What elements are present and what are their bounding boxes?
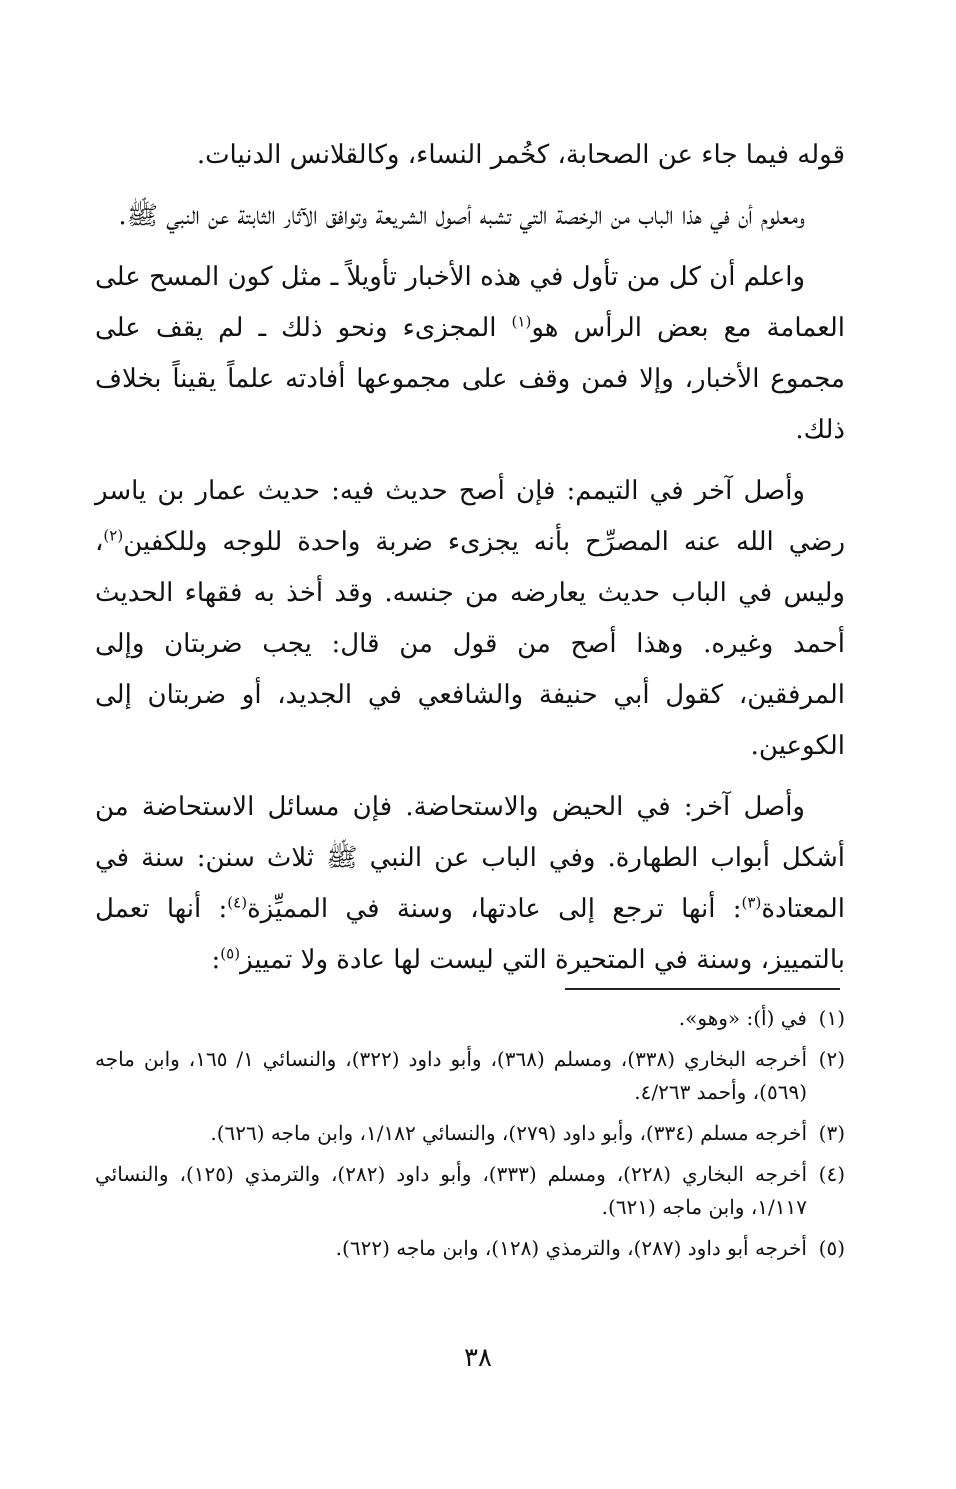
page-number: ٣٨: [464, 1343, 492, 1373]
footnote-number: (٤): [818, 1162, 845, 1186]
paragraph-3-text-a: واعلم أن كل من تأول في هذه الأخبار تأويلاً ـ مثل كون المسح على العمامة مع بعض الرأس هو: [95, 262, 846, 343]
paragraph-5-text-a: وأصل آخر: في الحيض والاستحاضة. فإن مسائل الاستحاضة من أشكل أبواب الطهارة. وفي الباب عن النبي ﷺ ثلاث سنن: سنة في المعتادة: [95, 792, 846, 924]
footnote-number: (٥): [818, 1236, 845, 1260]
paragraph-5: [95, 782, 845, 986]
footnote-text: أخرجه البخاري (٣٣٨)، ومسلم (٣٦٨)، وأبو داود (٣٢٢)، والنسائي ١/ ١٦٥، وابن ماجه (٥٦٩)، وأحمد ٤/٢٦٣.: [95, 1047, 808, 1104]
main-text: [95, 130, 845, 996]
footnote-item: [95, 1158, 845, 1224]
footnote-number: (٢): [818, 1047, 845, 1071]
paragraph-4: [95, 466, 845, 772]
paragraph-1-text: قوله فيما جاء عن الصحابة، كخُمر النساء، وكالقلانس الدنيات.: [196, 140, 845, 170]
footnote-number: (٣): [818, 1121, 845, 1145]
footnote-divider: [565, 988, 840, 990]
footnote-text: أخرجه البخاري (٢٢٨)، ومسلم (٣٣٣)، وأبو داود (٢٨٢)، والترمذي (١٢٥)، والنسائي ١/١١٧، وابن ماجه (٦٢١).: [95, 1162, 808, 1219]
paragraph-3: [95, 252, 845, 456]
footnote-ref-2[interactable]: (٢): [103, 526, 124, 545]
paragraph-5-text-d: :: [211, 945, 221, 975]
footnote-ref-1[interactable]: (١): [511, 312, 532, 331]
footnote-item: [95, 1117, 845, 1150]
paragraph-2-text: ومعلوم أن في هذا الباب من الرخصة التي تشبه أصول الشريعة وتوافق الآثار الثابتة عن النبي ﷺ.: [118, 201, 805, 231]
footnote-ref-3[interactable]: (٣): [741, 893, 762, 912]
footnote-item: [95, 1043, 845, 1109]
footnote-number: (١): [818, 1006, 845, 1030]
paragraph-1: [95, 130, 845, 181]
footnote-item: [95, 1232, 845, 1265]
paragraph-5-text-b: : أنها ترجع إلى عادتها، وسنة في المميِّزة: [247, 894, 742, 924]
footnotes: [95, 1002, 845, 1273]
paragraph-2: [95, 191, 845, 242]
paragraph-3-text-b: المجزىء ونحو ذلك ـ لم يقف على مجموع الأخبار، وإلا فمن وقف على مجموعها أفادته علماً يقيناً بخلاف ذلك.: [95, 313, 845, 445]
footnote-ref-5[interactable]: (٥): [220, 944, 241, 963]
footnote-text: أخرجه مسلم (٣٣٤)، وأبو داود (٢٧٩)، والنسائي ١/١٨٢، وابن ماجه (٦٢٦).: [210, 1121, 807, 1145]
footnote-text: أخرجه أبو داود (٢٨٧)، والترمذي (١٢٨)، وابن ماجه (٦٢٢).: [335, 1236, 807, 1260]
paragraph-4-text-b: ، وليس في الباب حديث يعارضه من جنسه. وقد أخذ به فقهاء الحديث أحمد وغيره. وهذا أصح من قول من قال: يجب ضربتان وإلى المرفقين، كقول أبي حنيفة والشافعي في الجديد، أو ضربتان إلى الكوعين.: [95, 527, 845, 761]
footnote-text: في (أ): «وهو».: [678, 1006, 807, 1030]
paragraph-5-text-c: : أنها تعمل بالتمييز، وسنة في المتحيرة التي ليست لها عادة ولا تمييز: [95, 894, 845, 975]
paragraph-4-text-a: وأصل آخر في التيمم: فإن أصح حديث فيه: حديث عمار بن ياسر رضي الله عنه المصرِّح بأنه يجزىء ضربة واحدة للوجه وللكفين: [95, 476, 845, 557]
footnote-item: [95, 1002, 845, 1035]
footnote-ref-4[interactable]: (٤): [227, 893, 248, 912]
